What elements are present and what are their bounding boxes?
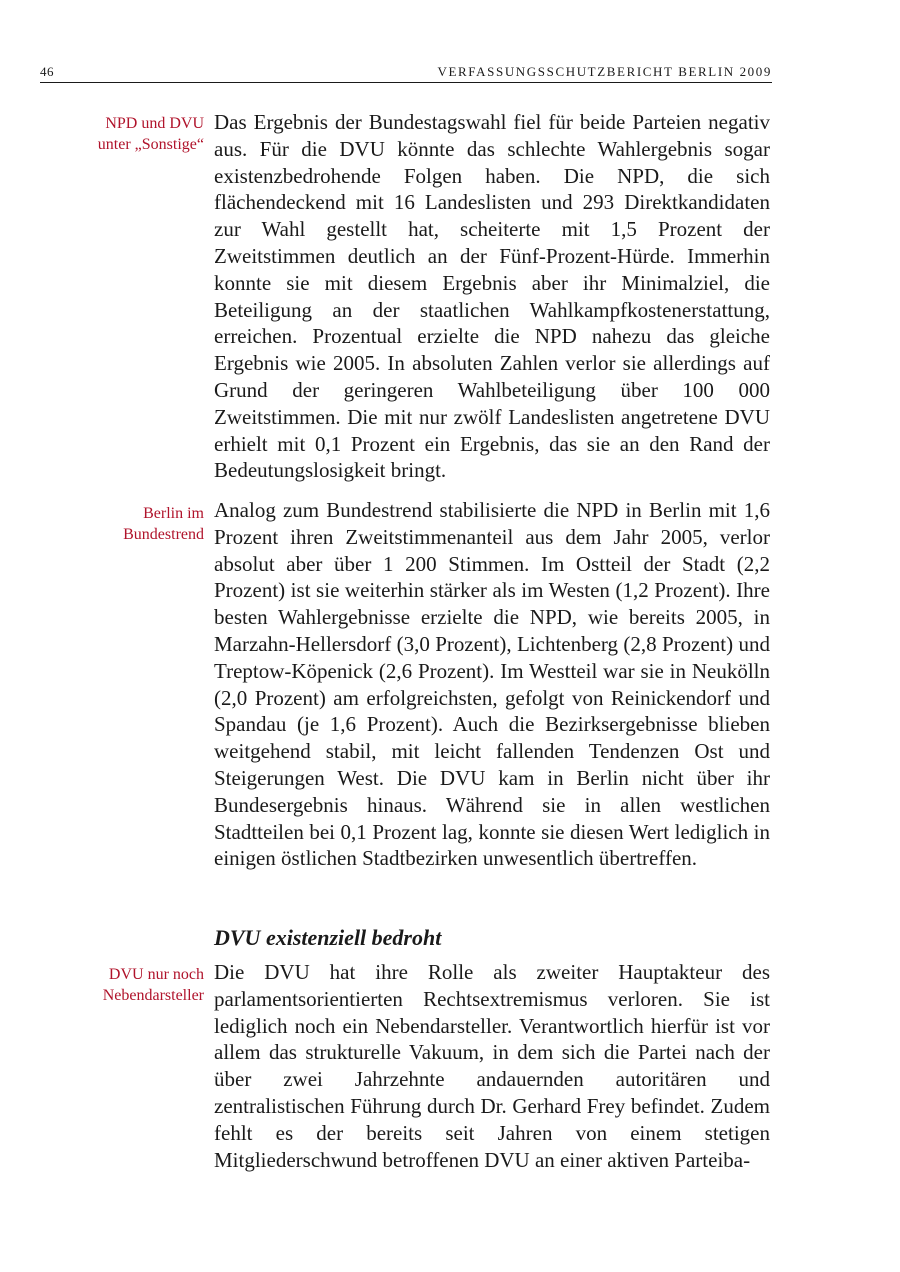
margin-note-line: Berlin im: [143, 505, 204, 522]
page-header: [40, 64, 772, 82]
paragraph-dvu: Die DVU hat ihre Rolle als zweiter Hauptakteur des parlamentsorientierten Rechtsextremismus verloren. Sie ist lediglich noch ein Nebendarsteller. Verantwortlich hierfür ist vor allem das strukturelle Vakuum, in dem sich die Partei nach der über zwei Jahrzehnte andauernden autoritären und zentralistischen Führung durch Dr. Gerhard Frey befindet. Zudem fehlt es der bereits seit Jahren von einem stetigen Mitgliederschwund betroffenen DVU an einer aktiven Parteiba-: [214, 960, 770, 1172]
paragraph-bundestagswahl: Das Ergebnis der Bundestagswahl fiel für beide Parteien negativ aus. Für die DVU könnte das schlechte Wahlergebnis sogar existenzbedrohende Folgen haben. Die NPD, die sich flächendeckend mit 16 Landeslisten und 293 Direktkandidaten zur Wahl gestellt hat, scheiterte mit 1,5 Prozent der Zweitstimmen deutlich an der Fünf-Prozent-Hürde. Immerhin konnte sie mit diesem Ergebnis aber ihr Minimalziel, die Beteiligung an der staatlichen Wahlkampfkostenerstattung, erreichen. Prozentual erzielte die NPD nahezu das gleiche Ergebnis wie 2005. In absoluten Zahlen verlor sie allerdings auf Grund der geringeren Wahlbeteiligung über 100 000 Zweitstimmen. Die mit nur zwölf Landeslisten angetretene DVU erhielt mit 0,1 Prozent ein Ergebnis, das sie an den Rand der Bedeutungslosigkeit bringt.: [214, 110, 770, 483]
paragraph-berlin: Analog zum Bundestrend stabilisierte die NPD in Berlin mit 1,6 Prozent ihren Zweitstimmenanteil aus dem Jahr 2005, verlor absolut aber über 1 200 Stimmen. Im Ostteil der Stadt (2,2 Prozent) ist sie weiterhin stärker als im Westen (1,2 Prozent). Ihre besten Wahlergebnisse erzielte die NPD, wie bereits 2005, in Marzahn-Hellersdorf (3,0 Prozent), Lichtenberg (2,8 Prozent) und Treptow-Köpenick (2,6 Prozent). Im Westteil war sie in Neukölln (2,0 Prozent) am erfolgreichsten, gefolgt von Reinickendorf und Spandau (je 1,6 Prozent). Auch die Bezirksergebnisse blieben weitgehend stabil, mit leicht fallenden Tendenzen Ost und Steigerungen West. Die DVU kam in Berlin nicht über ihr Bundesergebnis hinaus. Während sie in allen westlichen Stadtteilen bei 0,1 Prozent lag, konnte sie diesen Wert lediglich in einigen östlichen Stadtbezirken unwesentlich übertreffen.: [214, 498, 770, 871]
margin-note-line: Bundestrend: [123, 526, 204, 543]
page-number: 46: [40, 64, 54, 79]
margin-note-line: Nebendarsteller: [102, 987, 204, 1004]
margin-note-line: DVU nur noch: [108, 966, 204, 983]
margin-note-berlin: [34, 503, 204, 545]
running-title: VERFASSUNGSSCHUTZBERICHT BERLIN 2009: [437, 64, 772, 79]
header-rule: [40, 82, 772, 83]
margin-note-dvu: [34, 964, 204, 1006]
margin-note-line: unter „Sonstige“: [97, 136, 204, 153]
margin-note-npd-dvu: [34, 113, 204, 155]
margin-note-line: NPD und DVU: [105, 115, 204, 132]
section-heading: DVU existenziell bedroht: [214, 925, 442, 950]
